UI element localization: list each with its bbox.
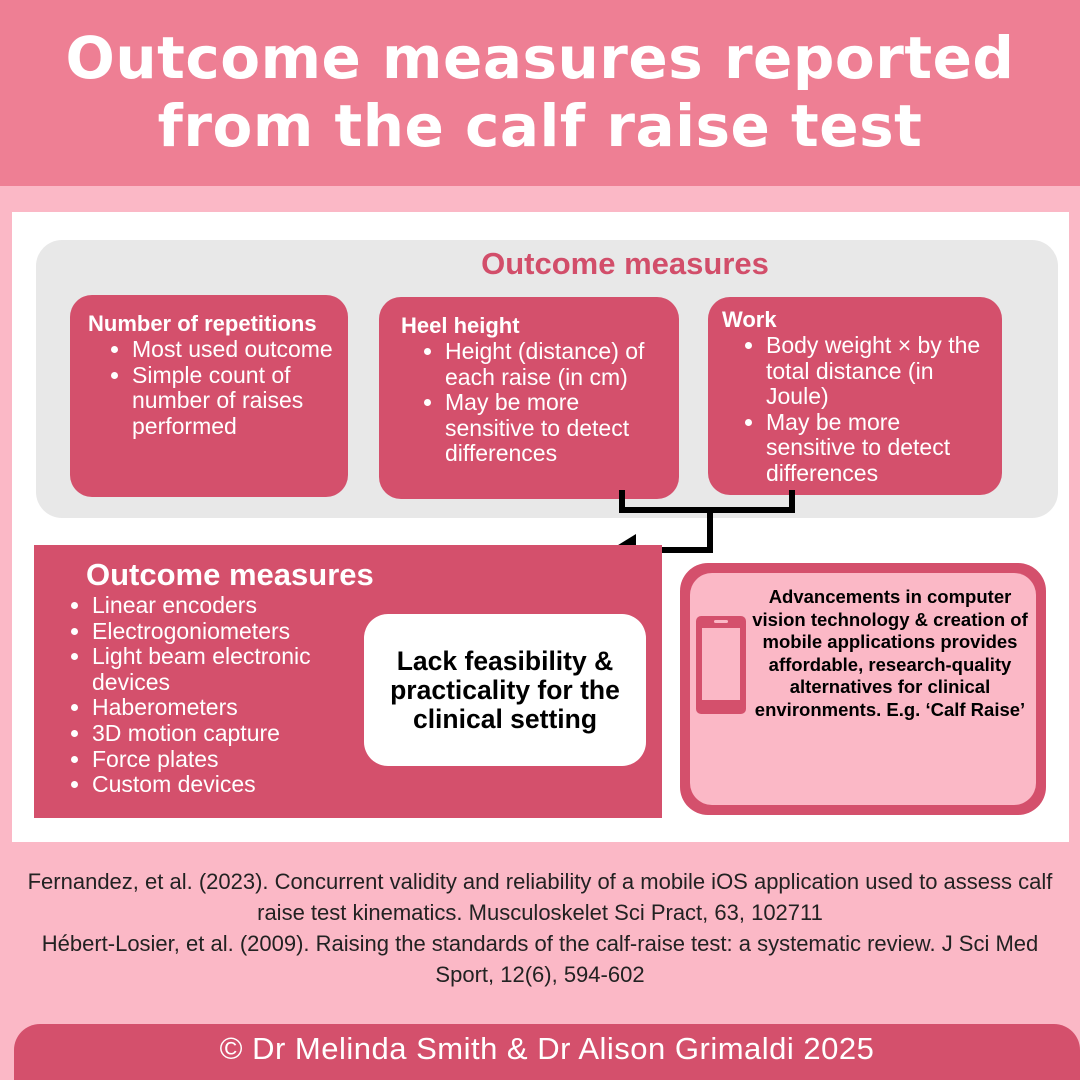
list-item: • 3D motion capture — [92, 721, 362, 747]
reference-item: Fernandez, et al. (2023). Concurrent validity and reliability of a mobile iOS application used to assess calf raise test kinematics. Musculoskelet Sci Pract, 63, 102711 — [27, 869, 1053, 925]
footer-bar — [14, 1024, 1080, 1080]
devices-list — [34, 593, 362, 798]
card-work — [708, 297, 1002, 495]
references — [18, 866, 1062, 990]
card-bullet: • Height (distance) of each raise (in cm) — [445, 339, 665, 390]
card-bullet: • Most used outcome — [132, 337, 334, 363]
devices-title: Outcome measures — [86, 557, 374, 592]
advancement-text: Advancements in computer vision technology & creation of mobile applications provides affordable, research-quality alternatives for clinical environments. E.g. ‘Calf Raise’ — [752, 586, 1028, 720]
smartphone-icon — [694, 614, 748, 716]
outcome-measures-title: Outcome measures — [481, 246, 769, 281]
list-item: • Linear encoders — [92, 593, 362, 619]
list-item: • Custom devices — [92, 772, 362, 798]
card-bullet: • Simple count of number of raises performed — [132, 363, 334, 440]
page-title: Outcome measures reported from the calf raise test — [65, 24, 1015, 160]
list-item: • Haberometers — [92, 695, 362, 721]
card-bullet: • May be more sensitive to detect differences — [445, 390, 665, 467]
list-item: • Electrogoniometers — [92, 619, 362, 645]
reference-item: Hébert-Losier, et al. (2009). Raising the standards of the calf-raise test: a systematic review. J Sci Med Sport, 12(6), 594-602 — [41, 931, 1039, 987]
card-heading: Work — [722, 307, 777, 332]
copyright-text: © Dr Melinda Smith & Dr Alison Grimaldi 2025 — [219, 1031, 875, 1066]
card-heading: Heel height — [401, 313, 520, 338]
card-number-of-repetitions — [70, 295, 348, 497]
card-bullet: • May be more sensitive to detect differences — [766, 410, 988, 487]
feasibility-note: Lack feasibility & practicality for the clinical setting — [364, 614, 646, 766]
card-heading: Number of repetitions — [88, 311, 317, 336]
list-item: • Light beam electronic devices — [92, 644, 362, 695]
card-heel-height — [379, 297, 679, 499]
header-banner — [0, 0, 1080, 186]
card-bullet: • Body weight × by the total distance (in Joule) — [766, 333, 988, 410]
list-item: • Force plates — [92, 747, 362, 773]
